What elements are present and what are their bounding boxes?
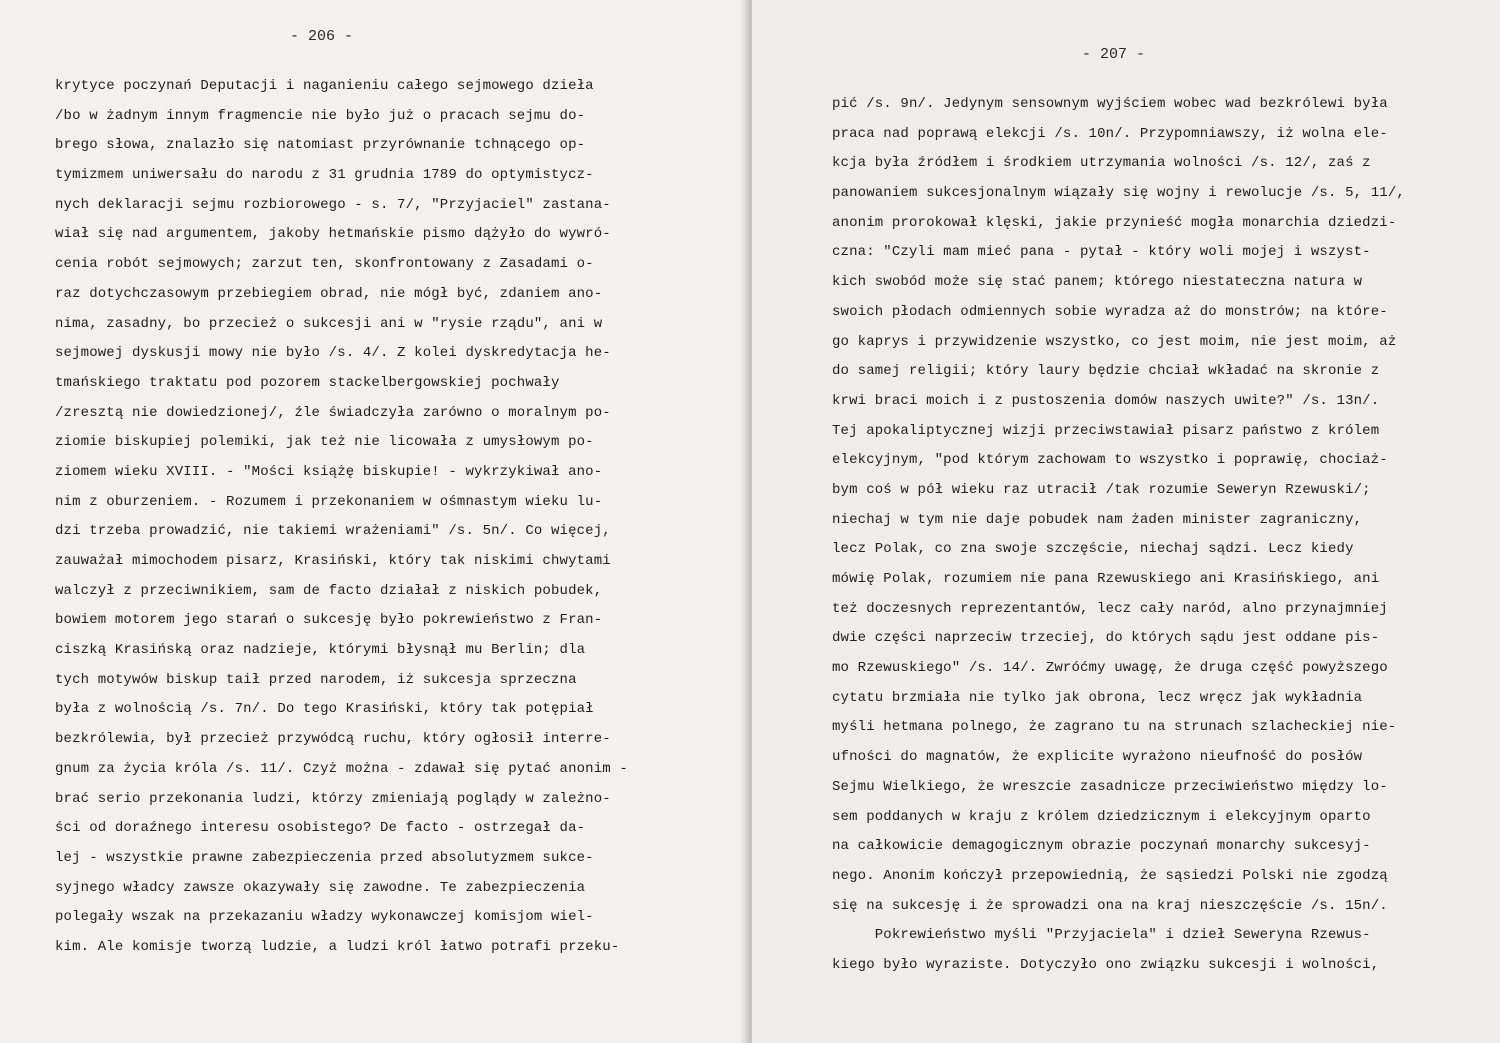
text-line: kiego było wyraziste. Dotyczyło ono związku sukcesji i wolności, [832,956,1380,973]
text-line: ziomie biskupiej polemiki, jak też nie licowała z umysłowym po- [55,434,594,451]
text-line: dzi trzeba prowadzić, nie takiemi wrażeniami" /s. 5n/. Co więcej, [55,523,611,540]
text-line: ciszką Krasińską oraz nadzieje, którymi błysnął mu Berlin; dla [55,642,586,659]
text-line: walczył z przeciwnikiem, sam de facto działał z niskich pobudek, [55,582,603,599]
text-line: lej - wszystkie prawne zabezpieczenia przed absolutyzmem sukce- [55,849,594,866]
text-line: Sejmu Wielkiego, że wreszcie zasadnicze przeciwieństwo między lo- [832,778,1388,795]
text-line: niechaj w tym nie daje pobudek nam żaden minister zagraniczny, [832,511,1363,528]
text-line: mo Rzewuskiego" /s. 14/. Zwróćmy uwagę, że druga część powyższego [832,660,1388,677]
text-line: cenia robót sejmowych; zarzut ten, skonfrontowany z Zasadami o- [55,256,594,273]
text-line: nim z oburzeniem. - Rozumem i przekonaniem w ośmnastym wieku lu- [55,493,603,510]
text-line: polegały wszak na przekazaniu władzy wykonawczej komisjom wiel- [55,909,594,926]
text-line: tych motywów biskup taił przed narodem, iż sukcesja sprzeczna [55,671,577,688]
text-line: brać serio przekonania ludzi, którzy zmieniają poglądy w zależno- [55,790,611,807]
text-line: kcja była źródłem i środkiem utrzymania wolności /s. 12/, zaś z [832,155,1371,172]
text-line: do samej religii; który laury będzie chciał wkładać na skronie z [832,363,1380,380]
text-line: nego. Anonim kończył przepowiednią, że sąsiedzi Polski nie zgodzą [832,867,1388,884]
text-line: zauważał mimochodem pisarz, Krasiński, który tak niskimi chwytami [55,553,611,569]
text-line: czna: "Czyli mam mieć pana - pytał - który woli mojej i wszyst- [832,244,1371,261]
text-line: praca nad poprawą elekcji /s. 10n/. Przypomniawszy, iż wolna ele- [832,125,1388,142]
text-line: bym coś w pół wieku raz utracił /tak rozumie Seweryn Rzewuski/; [832,481,1371,498]
text-line: cytatu brzmiała nie tylko jak obrona, lecz wręcz jak wykładnia [832,689,1363,706]
text-line: ści od doraźnego interesu osobistego? De facto - ostrzegał da- [55,820,586,837]
text-line: syjnego władcy zawsze okazywały się zawodne. Te zabezpieczenia [55,879,586,896]
text-line: też doczesnych reprezentantów, lecz cały naród, alno przynajmniej [832,600,1388,617]
text-line: ufności do magnatów, że explicite wyrażono nieufność do posłów [832,749,1363,766]
text-line: dwie części naprzeciw trzeciej, do których sądu jest oddane pis- [832,630,1380,647]
text-line: krwi braci moich i z pustoszenia domów naszych uwite?" /s. 13n/. [832,392,1380,409]
left-page-text [55,72,628,963]
text-line: sem poddanych w kraju z królem dziedzicznym i elekcyjnym oparto [832,808,1371,825]
text-line: pić /s. 9n/. Jedynym sensownym wyjściem wobec wad bezkrólewi była [832,96,1388,112]
text-line: bezkrólewia, był przecież przywódcą ruchu, który ogłosił interre- [55,731,611,748]
text-line: Tej apokaliptycznej wizji przeciwstawiał pisarz państwo z królem [832,422,1380,439]
text-line: elekcyjnym, "pod którym zachowam to wszystko i poprawię, chociaż- [832,452,1388,469]
page-number-right: - 207 - [1082,46,1146,63]
text-line: /zresztą nie dowiedzionej/, źle świadczyła zarówno o moralnym po- [55,404,611,421]
text-line: się na sukcesję i że sprowadzi ona na kraj nieszczęście /s. 15n/. [832,897,1388,914]
text-line: krytyce poczynań Deputacji i naganieniu całego sejmowego dzieła [55,78,594,94]
text-line: bowiem motorem jego starań o sukcesję było pokrewieństwo z Fran- [55,612,603,629]
text-line: nych deklaracji sejmu rozbiorowego - s. 7/, "Przyjaciel" zastana- [55,196,611,213]
text-line: go kaprys i przywidzenie wszystko, co jest moim, nie jest moim, aż [832,333,1397,350]
text-line: brego słowa, znalazło się natomiast przyrównanie tchnącego op- [55,137,586,154]
text-line: panowaniem sukcesjonalnym wiązały się wojny i rewolucje /s. 5, 11/, [832,185,1405,202]
text-line: swoich płodach odmiennych sobie wyradza aż do monstrów; na które- [832,303,1388,320]
text-line: sejmowej dyskusji mowy nie było /s. 4/. Z kolei dyskredytacja he- [55,345,611,362]
text-line: była z wolnością /s. 7n/. Do tego Krasiński, który tak potępiał [55,701,594,718]
text-line: /bo w żadnym innym fragmencie nie było już o pracach sejmu do- [55,107,586,124]
text-line: lecz Polak, co zna swoje szczęście, niechaj sądzi. Lecz kiedy [832,541,1354,558]
text-line: tymizmem uniwersału do narodu z 31 grudnia 1789 do optymistycz- [55,167,594,184]
text-line: nima, zasadny, bo przecież o sukcesji ani w "rysie rządu", ani w [55,315,603,332]
text-line: wiał się nad argumentem, jakoby hetmańskie pismo dążyło do wywró- [55,226,611,243]
left-page [0,0,748,1043]
text-line: anonim prorokował klęski, jakie przynieść mogła monarchia dziedzi- [832,214,1397,231]
text-line: kim. Ale komisje tworzą ludzie, a ludzi król łatwo potrafi przeku- [55,938,620,955]
text-line: raz dotychczasowym przebiegiem obrad, nie mógł być, zdaniem ano- [55,285,603,302]
right-page [752,0,1500,1043]
right-page-text [832,90,1405,981]
text-line: mówię Polak, rozumiem nie pana Rzewuskiego ani Krasińskiego, ani [832,571,1380,587]
text-line: ziomem wieku XVIII. - "Mości książę biskupie! - wykrzykiwał ano- [55,463,603,480]
page-number-left: - 206 - [290,28,354,45]
text-line: Pokrewieństwo myśli "Przyjaciela" i dzieł Seweryna Rzewus- [832,927,1371,944]
text-line: gnum za życia króla /s. 11/. Czyż można - zdawał się pytać anonim - [55,760,628,777]
text-line: myśli hetmana polnego, że zagrano tu na strunach szlacheckiej nie- [832,719,1397,736]
text-line: tmańskiego traktatu pod pozorem stackelbergowskiej pochwały [55,374,560,391]
text-line: kich swobód może się stać panem; którego niestateczna natura w [832,274,1363,291]
text-line: na całkowicie demagogicznym obrazie poczynań monarchy sukcesyj- [832,838,1371,855]
